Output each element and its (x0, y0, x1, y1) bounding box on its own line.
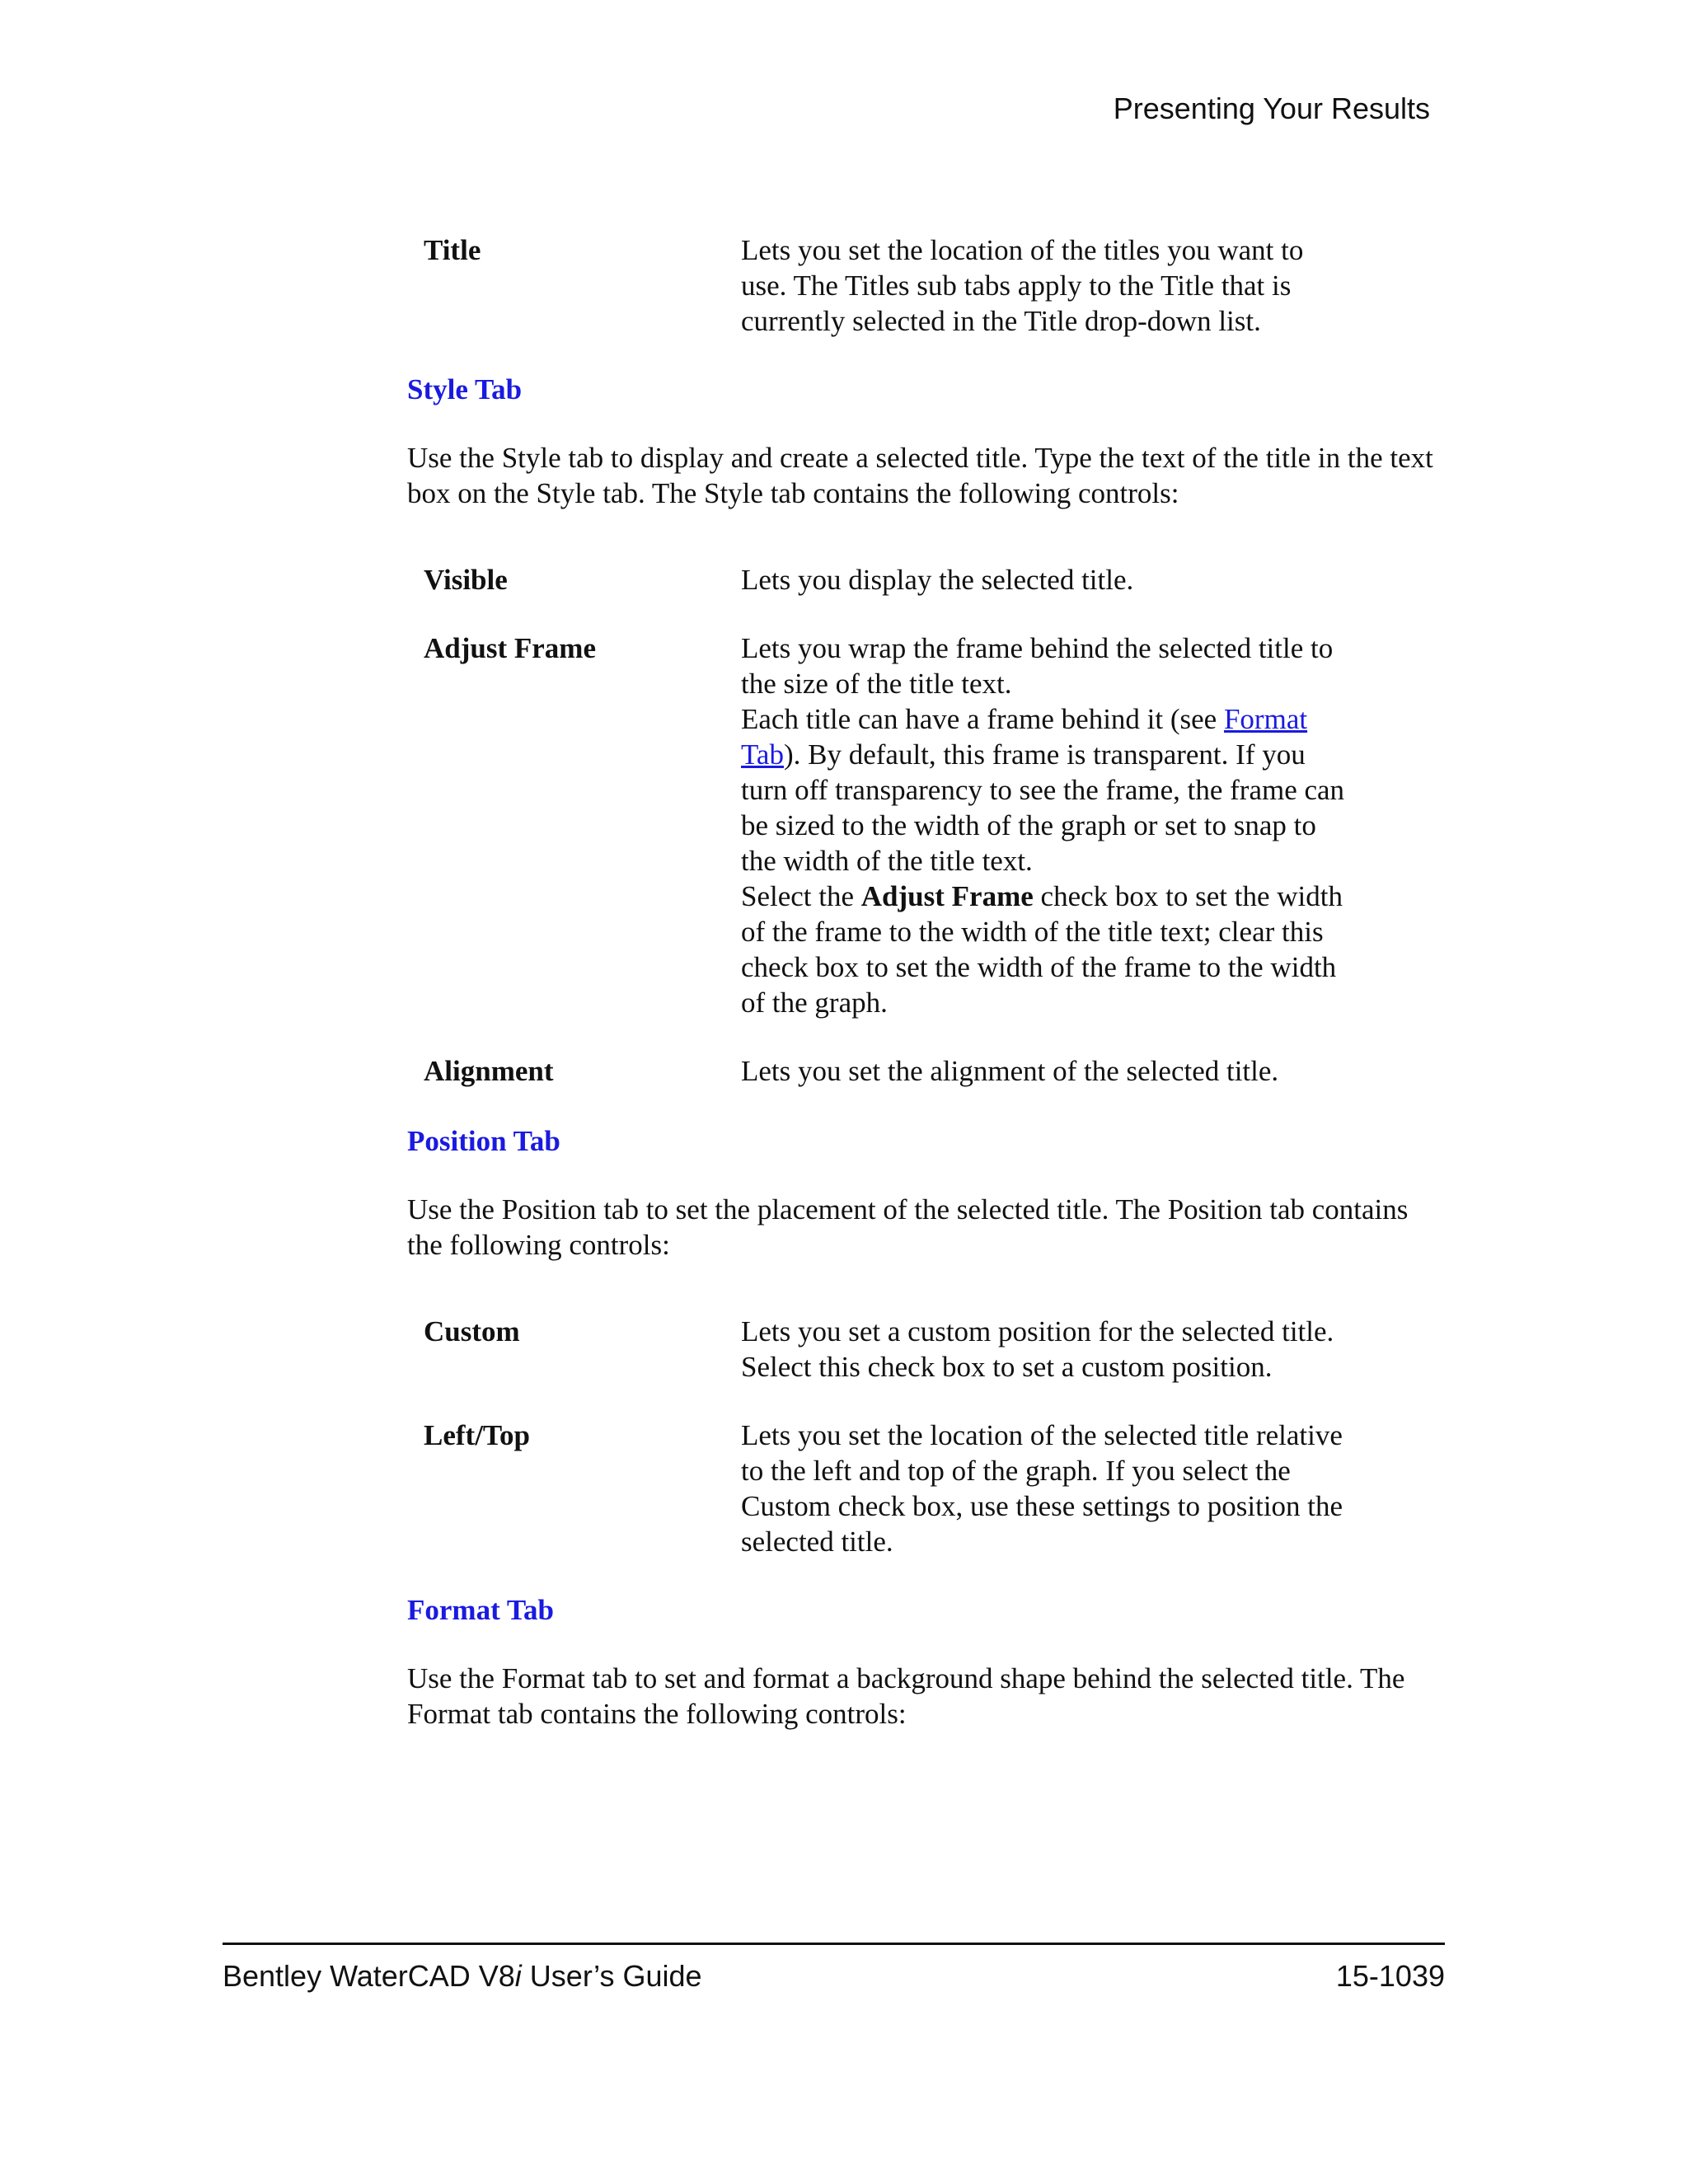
desc-title: Lets you set the location of the titles you want to use. The Titles sub tabs apply to the Title that is currently selected in the Title drop-down list. (741, 234, 1304, 337)
running-header: Presenting Your Results (1113, 91, 1430, 125)
desc-visible: Lets you display the selected title. (741, 564, 1134, 596)
footer-rule (223, 1943, 1445, 1945)
adjust-frame-para-1: Lets you wrap the frame behind the selected title to the size of the title text. (741, 632, 1334, 700)
format-tab-intro: Use the Format tab to set and format a background shape behind the selected title. The Format tab contains the following controls: (407, 1662, 1405, 1730)
definition-row-alignment (407, 1053, 1446, 1089)
footer-page-number: 15-1039 (1335, 1959, 1445, 1993)
term-title: Title (424, 234, 481, 266)
definition-row-adjust-frame (407, 630, 1446, 1020)
definition-row-visible (407, 562, 1446, 598)
desc-alignment: Lets you set the alignment of the selected title. (741, 1055, 1279, 1087)
heading-position-tab: Position Tab (407, 1125, 560, 1157)
term-left-top: Left/Top (424, 1419, 531, 1451)
style-tab-intro: Use the Style tab to display and create a selected title. Type the text of the title in the text box on the Style tab. The Style tab contains the following controls: (407, 442, 1433, 509)
footer-guide-title: Bentley WaterCAD V8i User’s Guide (223, 1959, 702, 1993)
heading-format-tab: Format Tab (407, 1594, 554, 1626)
term-adjust-frame: Adjust Frame (424, 632, 596, 664)
definition-row-title (407, 232, 1446, 339)
term-custom: Custom (424, 1315, 520, 1347)
term-visible: Visible (424, 564, 508, 596)
page-content (407, 232, 1446, 1732)
definition-row-left-top (407, 1418, 1446, 1559)
desc-left-top: Lets you set the location of the selected title relative to the left and top of the graph. If you select the Custom check box, use these settings to position the selected title. (741, 1419, 1343, 1558)
term-alignment: Alignment (424, 1055, 554, 1087)
definition-row-custom (407, 1314, 1446, 1385)
desc-adjust-frame (741, 630, 1347, 1020)
adjust-frame-para-3: Select the Adjust Frame check box to set the width of the frame to the width of the title text; clear this check box to set the width of the frame to the width of the graph. (741, 880, 1343, 1019)
format-tab-link[interactable]: Format Tab (741, 703, 1308, 771)
adjust-frame-para-2: Each title can have a frame behind it (see Format Tab). By default, this frame is transparent. If you turn off transparency to see the frame, the frame can be sized to the width of the graph or set to snap to the width of the title text. (741, 703, 1345, 877)
desc-custom: Lets you set a custom position for the selected title. Select this check box to set a custom position. (741, 1315, 1334, 1383)
heading-style-tab: Style Tab (407, 373, 523, 405)
position-tab-intro: Use the Position tab to set the placement of the selected title. The Position tab contains the following controls: (407, 1193, 1409, 1261)
